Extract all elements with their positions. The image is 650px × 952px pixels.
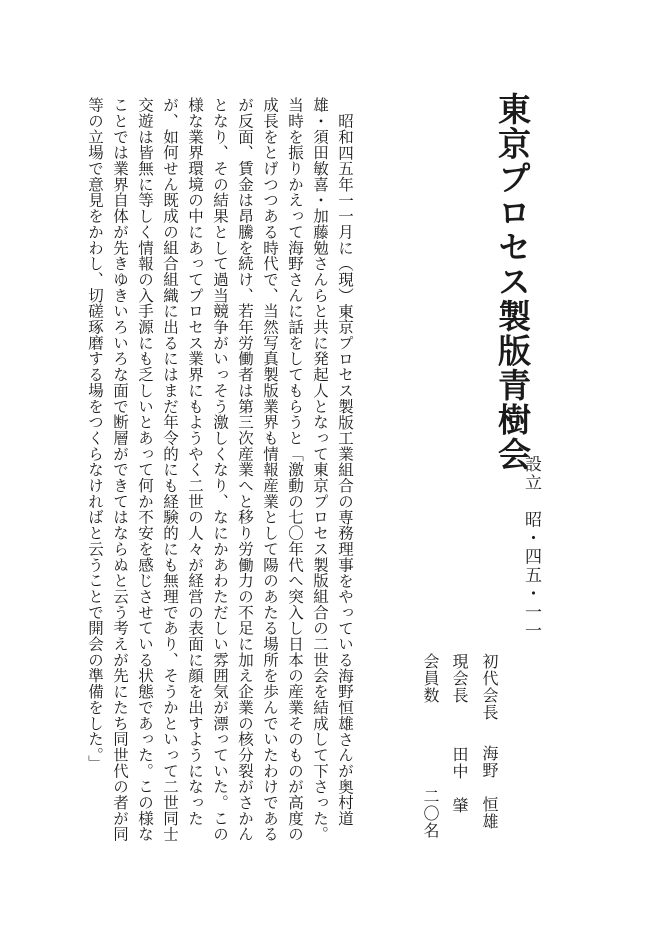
member-count-label: 会員数 bbox=[421, 653, 440, 704]
body-text bbox=[82, 97, 357, 857]
officer-name: 海野 恒雄 bbox=[480, 745, 499, 830]
founding-date: 設立 昭・四五・一一 bbox=[521, 455, 541, 640]
officer-role: 現会長 bbox=[450, 653, 469, 704]
page-title: 東京プロセス製版青樹会 bbox=[493, 92, 532, 472]
officer-founding-president bbox=[478, 653, 500, 830]
officer-name: 田中 肇 bbox=[450, 746, 469, 814]
officer-role: 初代会長 bbox=[480, 653, 499, 721]
member-count-value: 二〇名 bbox=[421, 788, 440, 839]
member-count bbox=[419, 653, 441, 839]
officer-current-president bbox=[448, 653, 470, 814]
body-paragraph: 昭和四五年一一月に（現）東京プロセス製版工業組合の専務理事をやっている海野恒雄さんが奥村道雄・須田敏喜・加藤勉さんらと共に発起人となって東京プロセス製版組合の二世会を結成して下さった。当時を振りかえって海野さんに話をしてもらうと「激動の七〇年代へ突入し日本の産業そのものが高度の成長をとげつつある時代で、当然写真製版業界も情報産業として陽のあたる場所を歩んでいたわけであるが反面、賃金は昂騰を続け、若年労働者は第三次産業へと移り労働力の不足に加え企業の核分裂がさかんとなり、その結果として過当競争がいっそう激しくなり、なにかあわただしい雰囲気が漂っていた。この様な業界環境の中にあってプロセス業界にもようやく二世の人々が経営の表面に顔を出すようになったが、如何せん既成の組合組織に出るにはまだ年令的にも経験的にも無理であり、そうかといって二世同士交遊は皆無に等しく情報の入手源にも乏しいとあって何か不安を感じさせている状態であった。この様なことでは業界自体が先きゆきいろいろな面で断層ができてはならぬと云う考えが先にたち同世代の者が同等の立場で意見をかわし、切磋琢磨する場をつくらなければと云うことで開会の準備をした。」 bbox=[86, 97, 354, 842]
